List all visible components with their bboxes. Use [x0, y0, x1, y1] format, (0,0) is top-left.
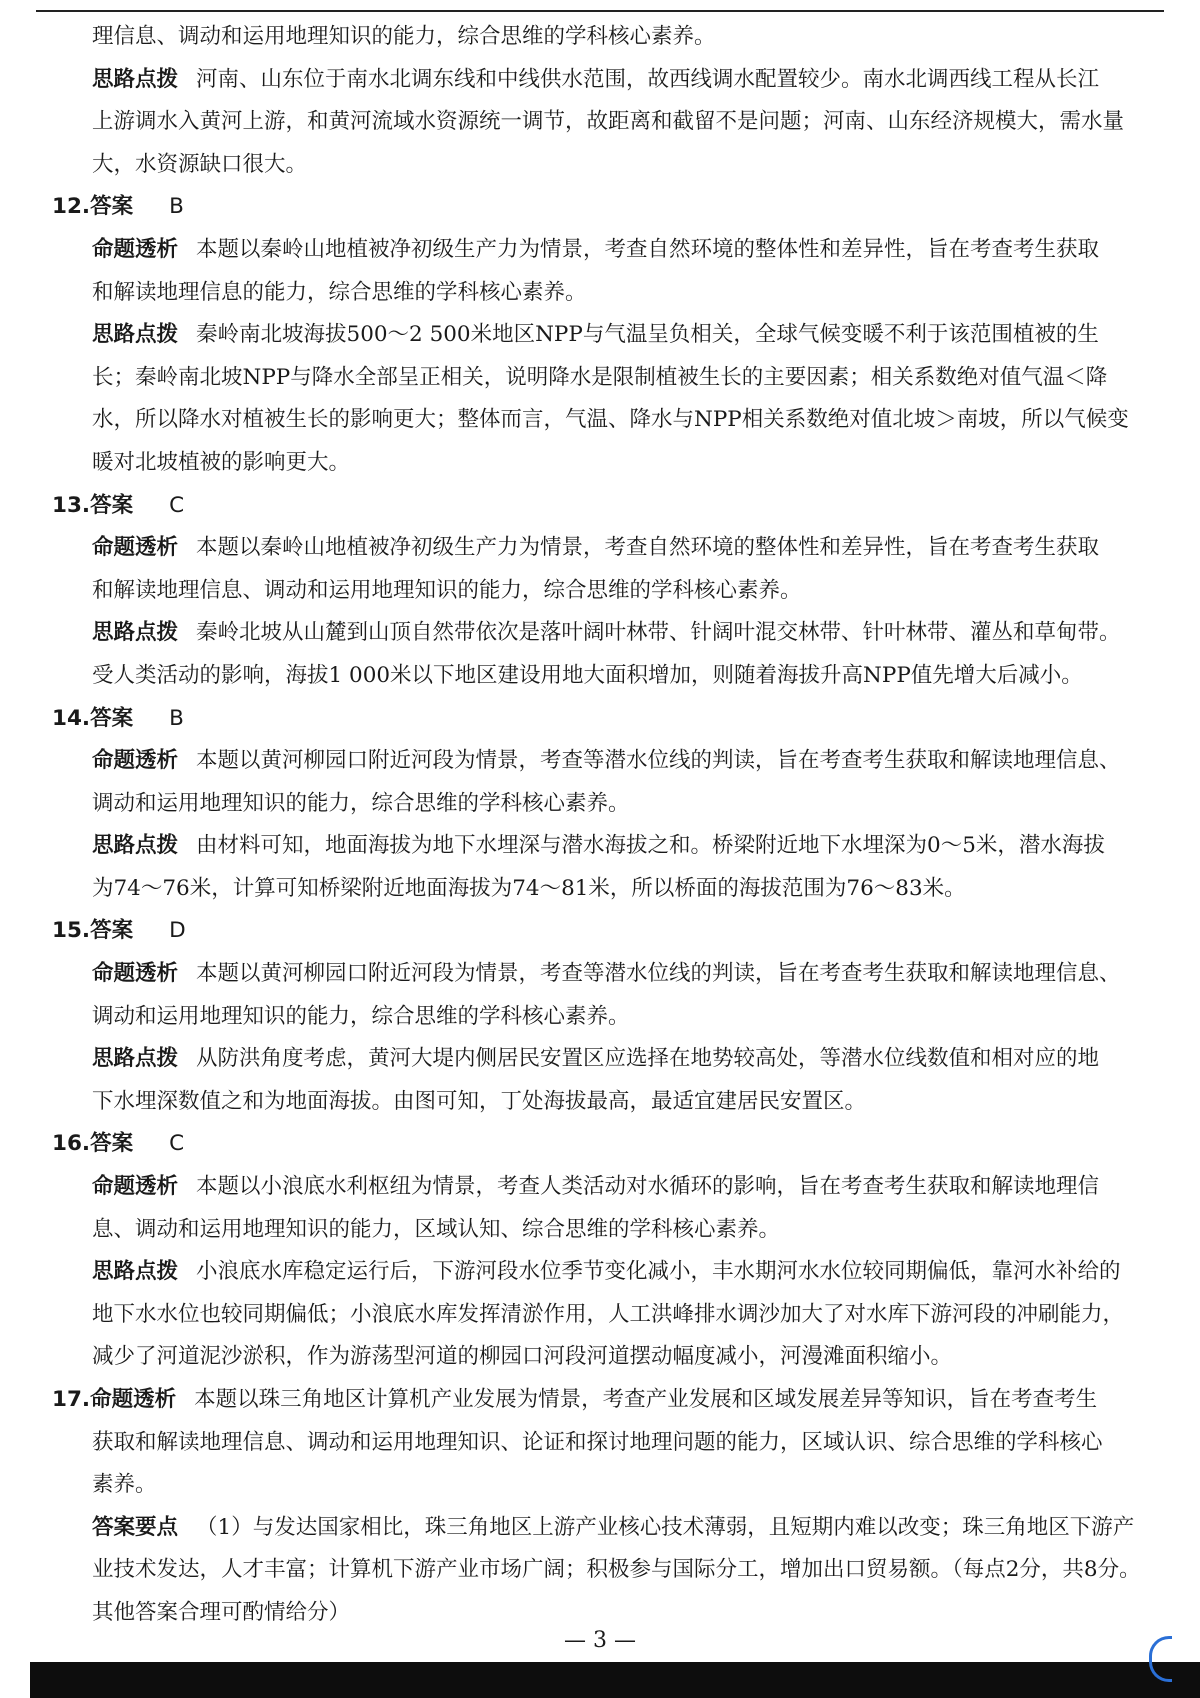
text-line [52, 740, 1152, 783]
text-line [52, 59, 1152, 102]
question-number: 17. [52, 1387, 91, 1412]
section-label: 命题透析 [90, 1387, 177, 1412]
text-line [52, 1123, 1152, 1166]
line-text: 本题以珠三角地区计算机产业发展为情景，考查产业发展和区域发展差异等知识，旨在考查考生 [194, 1387, 1098, 1412]
text-line [52, 612, 1152, 655]
question-number: 14. [52, 705, 91, 731]
text-line [52, 825, 1152, 868]
text-line [52, 229, 1152, 272]
answer-letter: B [169, 194, 184, 220]
section-label: 答案 [90, 918, 134, 944]
line-text: 获取和解读地理信息、调动和运用地理知识、论证和探讨地理问题的能力，区域认识、综合思维的学科核心 [92, 1429, 1103, 1455]
text-line [52, 953, 1152, 996]
line-text: 和解读地理信息的能力，综合思维的学科核心素养。 [92, 279, 587, 305]
line-text: 小浪底水库稳定运行后，下游河段水位季节变化减小，丰水期河水水位较同期偏低，靠河水补给的 [196, 1259, 1121, 1285]
line-text: 上游调水入黄河上游，和黄河流域水资源统一调节，故距离和截留不是问题；河南、山东经济规模大，需水量 [92, 109, 1125, 135]
text-line [52, 485, 1152, 528]
text-line [52, 698, 1152, 741]
section-label: 思路点拨 [92, 620, 179, 646]
section-label: 思路点拨 [92, 833, 179, 859]
text-line [52, 1464, 1152, 1507]
text-line [52, 101, 1152, 144]
section-label: 命题透析 [92, 961, 179, 987]
line-text: 素养。 [92, 1472, 157, 1498]
line-text: 调动和运用地理知识的能力，综合思维的学科核心素养。 [92, 790, 630, 816]
text-line [52, 1038, 1152, 1081]
text-line [52, 996, 1152, 1039]
text-line [52, 1549, 1152, 1592]
document-body [52, 16, 1152, 1635]
answer-letter: C [169, 492, 185, 518]
text-line [52, 442, 1152, 485]
line-text: 秦岭北坡从山麓到山顶自然带依次是落叶阔叶林带、针阔叶混交林带、针叶林带、灌丛和草甸带。 [196, 620, 1121, 646]
page-number: — 3 — [564, 1628, 636, 1653]
text-line [52, 1166, 1152, 1209]
line-text: 河南、山东位于南水北调东线和中线供水范围，故西线调水配置较少。南水北调西线工程从长江 [196, 66, 1100, 92]
section-label: 思路点拨 [92, 322, 179, 348]
text-line [52, 1422, 1152, 1465]
section-label: 思路点拨 [92, 66, 179, 92]
text-line [52, 1336, 1152, 1379]
section-label: 命题透析 [92, 1174, 179, 1200]
answer-letter: D [169, 918, 186, 944]
line-text: 从防洪角度考虑，黄河大堤内侧居民安置区应选择在地势较高处，等潜水位线数值和相对应的地 [196, 1046, 1100, 1072]
text-line [52, 1507, 1152, 1550]
line-text: （1）与发达国家相比，珠三角地区上游产业核心技术薄弱，且短期内难以改变；珠三角地区下游产 [196, 1514, 1135, 1540]
line-text: 本题以秦岭山地植被净初级生产力为情景，考查自然环境的整体性和差异性，旨在考查考生获取 [196, 236, 1100, 262]
line-text: 暖对北坡植被的影响更大。 [92, 449, 351, 475]
section-label: 命题透析 [92, 236, 179, 262]
question-number: 15. [52, 918, 91, 944]
line-text: 本题以黄河柳园口附近河段为情景，考查等潜水位线的判读，旨在考查考生获取和解读地理信息、 [196, 961, 1121, 987]
line-text: 本题以小浪底水利枢纽为情景，考查人类活动对水循环的影响，旨在考查考生获取和解读地理信 [196, 1174, 1100, 1200]
text-line [52, 1251, 1152, 1294]
line-text: 业技术发达，人才丰富；计算机下游产业市场广阔；积极参与国际分工，增加出口贸易额。（每点2分，共8分。 [92, 1557, 1141, 1583]
text-line [52, 144, 1152, 187]
line-text: 本题以秦岭山地植被净初级生产力为情景，考查自然环境的整体性和差异性，旨在考查考生获取 [196, 535, 1100, 561]
section-label: 思路点拨 [92, 1259, 179, 1285]
text-line [52, 1209, 1152, 1252]
line-text: 减少了河道泥沙淤积，作为游荡型河道的柳园口河段河道摆动幅度减小，河漫滩面积缩小。 [92, 1344, 953, 1370]
text-line [52, 910, 1152, 953]
answer-letter: C [169, 1131, 185, 1157]
line-text: 本题以黄河柳园口附近河段为情景，考查等潜水位线的判读，旨在考查考生获取和解读地理信息、 [196, 748, 1121, 774]
top-rule [36, 10, 1164, 12]
line-text: 和解读地理信息、调动和运用地理知识的能力，综合思维的学科核心素养。 [92, 577, 802, 603]
text-line [52, 357, 1152, 400]
line-text: 为74～76米，计算可知桥梁附近地面海拔为74～81米，所以桥面的海拔范围为76～83米。 [92, 875, 966, 901]
text-line [52, 655, 1152, 698]
question-number: 16. [52, 1131, 91, 1157]
text-line [52, 16, 1152, 59]
question-number: 13. [52, 492, 91, 518]
line-text: 其他答案合理可酌情给分） [92, 1599, 351, 1625]
text-line [52, 314, 1152, 357]
text-line [52, 570, 1152, 613]
question-number: 12. [52, 194, 91, 220]
line-text: 长；秦岭南北坡NPP与降水全部呈正相关，说明降水是限制植被生长的主要因素；相关系数绝对值气温＜降 [92, 364, 1108, 390]
line-text: 息、调动和运用地理知识的能力，区域认知、综合思维的学科核心素养。 [92, 1216, 781, 1242]
section-label: 思路点拨 [92, 1046, 179, 1072]
line-text: 水，所以降水对植被生长的影响更大；整体而言，气温、降水与NPP相关系数绝对值北坡＞南坡，所以气候变 [92, 407, 1129, 433]
text-line [52, 868, 1152, 911]
line-text: 大，水资源缺口很大。 [92, 151, 308, 177]
section-label: 答案 [90, 705, 134, 731]
line-text: 下水埋深数值之和为地面海拔。由图可知，丁处海拔最高，最适宜建居民安置区。 [92, 1088, 867, 1114]
line-text: 秦岭南北坡海拔500～2 500米地区NPP与气温呈负相关，全球气候变暖不利于该范围植被的生 [196, 322, 1099, 348]
line-text: 受人类活动的影响，海拔1 000米以下地区建设用地大面积增加，则随着海拔升高NPP值先增大后减小。 [92, 662, 1083, 688]
section-label: 答案 [90, 1131, 134, 1157]
text-line [52, 783, 1152, 826]
text-line [52, 1379, 1152, 1422]
section-label: 命题透析 [92, 748, 179, 774]
text-line [52, 1081, 1152, 1124]
line-text: 由材料可知，地面海拔为地下水埋深与潜水海拔之和。桥梁附近地下水埋深为0～5米，潜水海拔 [196, 833, 1105, 859]
answer-letter: B [169, 705, 184, 731]
line-text: 地下水水位也较同期偏低；小浪底水库发挥清淤作用，人工洪峰排水调沙加大了对水库下游河段的冲刷能力， [92, 1301, 1125, 1327]
line-text: 理信息、调动和运用地理知识的能力，综合思维的学科核心素养。 [92, 24, 716, 49]
text-line [52, 272, 1152, 315]
section-label: 答案 [90, 492, 134, 518]
text-line [52, 186, 1152, 229]
text-line [52, 399, 1152, 442]
text-line [52, 527, 1152, 570]
text-line [52, 1294, 1152, 1337]
section-label: 答案要点 [92, 1514, 179, 1540]
section-label: 答案 [90, 194, 134, 220]
section-label: 命题透析 [92, 535, 179, 561]
bottom-bar [30, 1662, 1200, 1698]
line-text: 调动和运用地理知识的能力，综合思维的学科核心素养。 [92, 1003, 630, 1029]
